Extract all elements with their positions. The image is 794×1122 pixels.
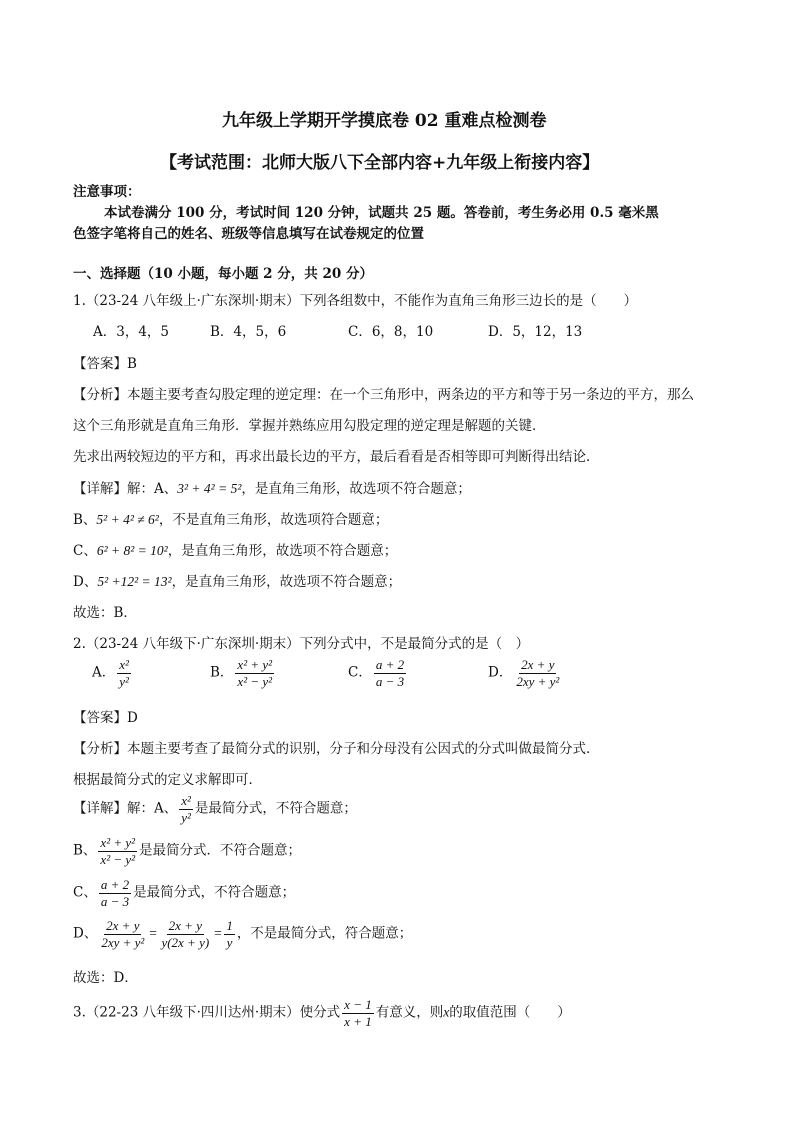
q1-detail-d: D、5² +12² = 13²，是直角三角形，故选项不符合题意； <box>73 574 402 590</box>
q2-option-b: B． $\frac{\text{x² + y²}}{\text{x² − y²}}$ <box>210 657 273 689</box>
q1-conclusion: 故选：B． <box>73 605 137 621</box>
q2-detail-c: C、 $\frac{a + 2}{a - 3}$ 是最简分式，不符合题意； <box>73 877 296 909</box>
q1-detail-b-math: 5² + 4² ≠ 6² <box>96 512 159 527</box>
section-heading: 一、选择题（10 小题，每小题 2 分，共 20 分） <box>73 266 373 282</box>
q2-answer: 【答案】D <box>73 710 138 726</box>
q1-detail-b: B、5² + 4² ≠ 6²，不是直角三角形，故选项符合题意； <box>73 512 389 528</box>
q2-stem: 2.（23-24 八年级下·广东深圳·期末）下列分式中，不是最简分式的是（ ） <box>73 636 530 652</box>
q1-stem: 1.（23-24 八年级上·广东深圳·期末）下列各组数中，不能作为直角三角形三边长的是（ ） <box>73 293 638 309</box>
q2-option-c: C． $\frac{a + 2}{a - 3}$ <box>348 657 405 689</box>
q2-conclusion: 故选：D． <box>73 970 138 986</box>
q1-detail-a-math: 3² + 4² = 5² <box>177 481 242 496</box>
q2-analysis-1: 【分析】本题主要考查了最简分式的识别，分子和分母没有公因式的分式叫做最简分式． <box>73 741 600 757</box>
q1-detail-d-math: 5² +12² = 13² <box>97 574 172 589</box>
q1-detail-c-math: 6² + 8² = 10² <box>96 543 168 558</box>
q1-answer: 【答案】B <box>73 356 137 372</box>
q1-option-a: A．3，4，5 <box>93 324 170 340</box>
q2-option-a: A． $\frac{\text{x²}}{\text{y²}}$ <box>92 657 129 689</box>
q1-option-c: C．6，8，10 <box>348 324 434 340</box>
q2-detail-a: 【详解】解：A、 $\frac{\text{x²}}{\text{y²}}$ 是最简分式，不符合题意； <box>73 793 357 825</box>
q2-analysis-2: 根据最简分式的定义求解即可． <box>73 772 262 788</box>
q2-detail-d: D、 $\frac{2x + y}{\text{2xy + y²}}$ = $\frac{2x + y}{y(2x + y)}$ = $\frac{1}{y}$ ，不是最简分式，符合题意； <box>73 918 413 950</box>
exam-scope: 【考试范围：北师大版八下全部内容+九年级上衔接内容】 <box>160 153 600 173</box>
q2-detail-b: B、 $\frac{\text{x² + y²}}{\text{x² − y²}}$ 是最简分式．不符合题意； <box>73 835 302 867</box>
q1-analysis-1: 【分析】本题主要考查勾股定理的逆定理：在一个三角形中，两条边的平方和等于另一条边的平方，那么 <box>73 387 694 403</box>
notice-line-1: 本试卷满分 100 分，考试时间 120 分钟，试题共 25 题。答卷前，考生务必用 0.5 毫米黑 <box>104 205 659 221</box>
q1-analysis-3: 先求出两较短边的平方和，再求出最长边的平方，最后看看是否相等即可判断得出结论． <box>73 449 600 465</box>
notice-heading: 注意事项： <box>73 184 141 200</box>
notice-line-2: 色签字笔将自己的姓名、班级等信息填写在试卷规定的位置 <box>73 226 424 242</box>
q1-option-b: B．4，5，6 <box>210 324 287 340</box>
q1-detail-a: 【详解】解：A、3² + 4² = 5²，是直角三角形，故选项不符合题意； <box>73 481 471 497</box>
page-title: 九年级上学期开学摸底卷 02 重难点检测卷 <box>222 111 547 131</box>
q1-analysis-2: 这个三角形就是直角三角形．掌握并熟练应用勾股定理的逆定理是解题的关键． <box>73 418 546 434</box>
q3-stem: 3.（22-23 八年级下·四川达州·期末）使分式 $\frac{x - 1}{x + 1}$ 有意义，则x的取值范围（ ） <box>73 997 571 1029</box>
q1-detail-c: C、6² + 8² = 10²，是直角三角形，故选项不符合题意； <box>73 543 398 559</box>
q1-option-d: D．5，12，13 <box>488 324 583 340</box>
q2-option-d: D． $\frac{2x + y}{\text{2xy + y²}}$ <box>488 657 560 689</box>
